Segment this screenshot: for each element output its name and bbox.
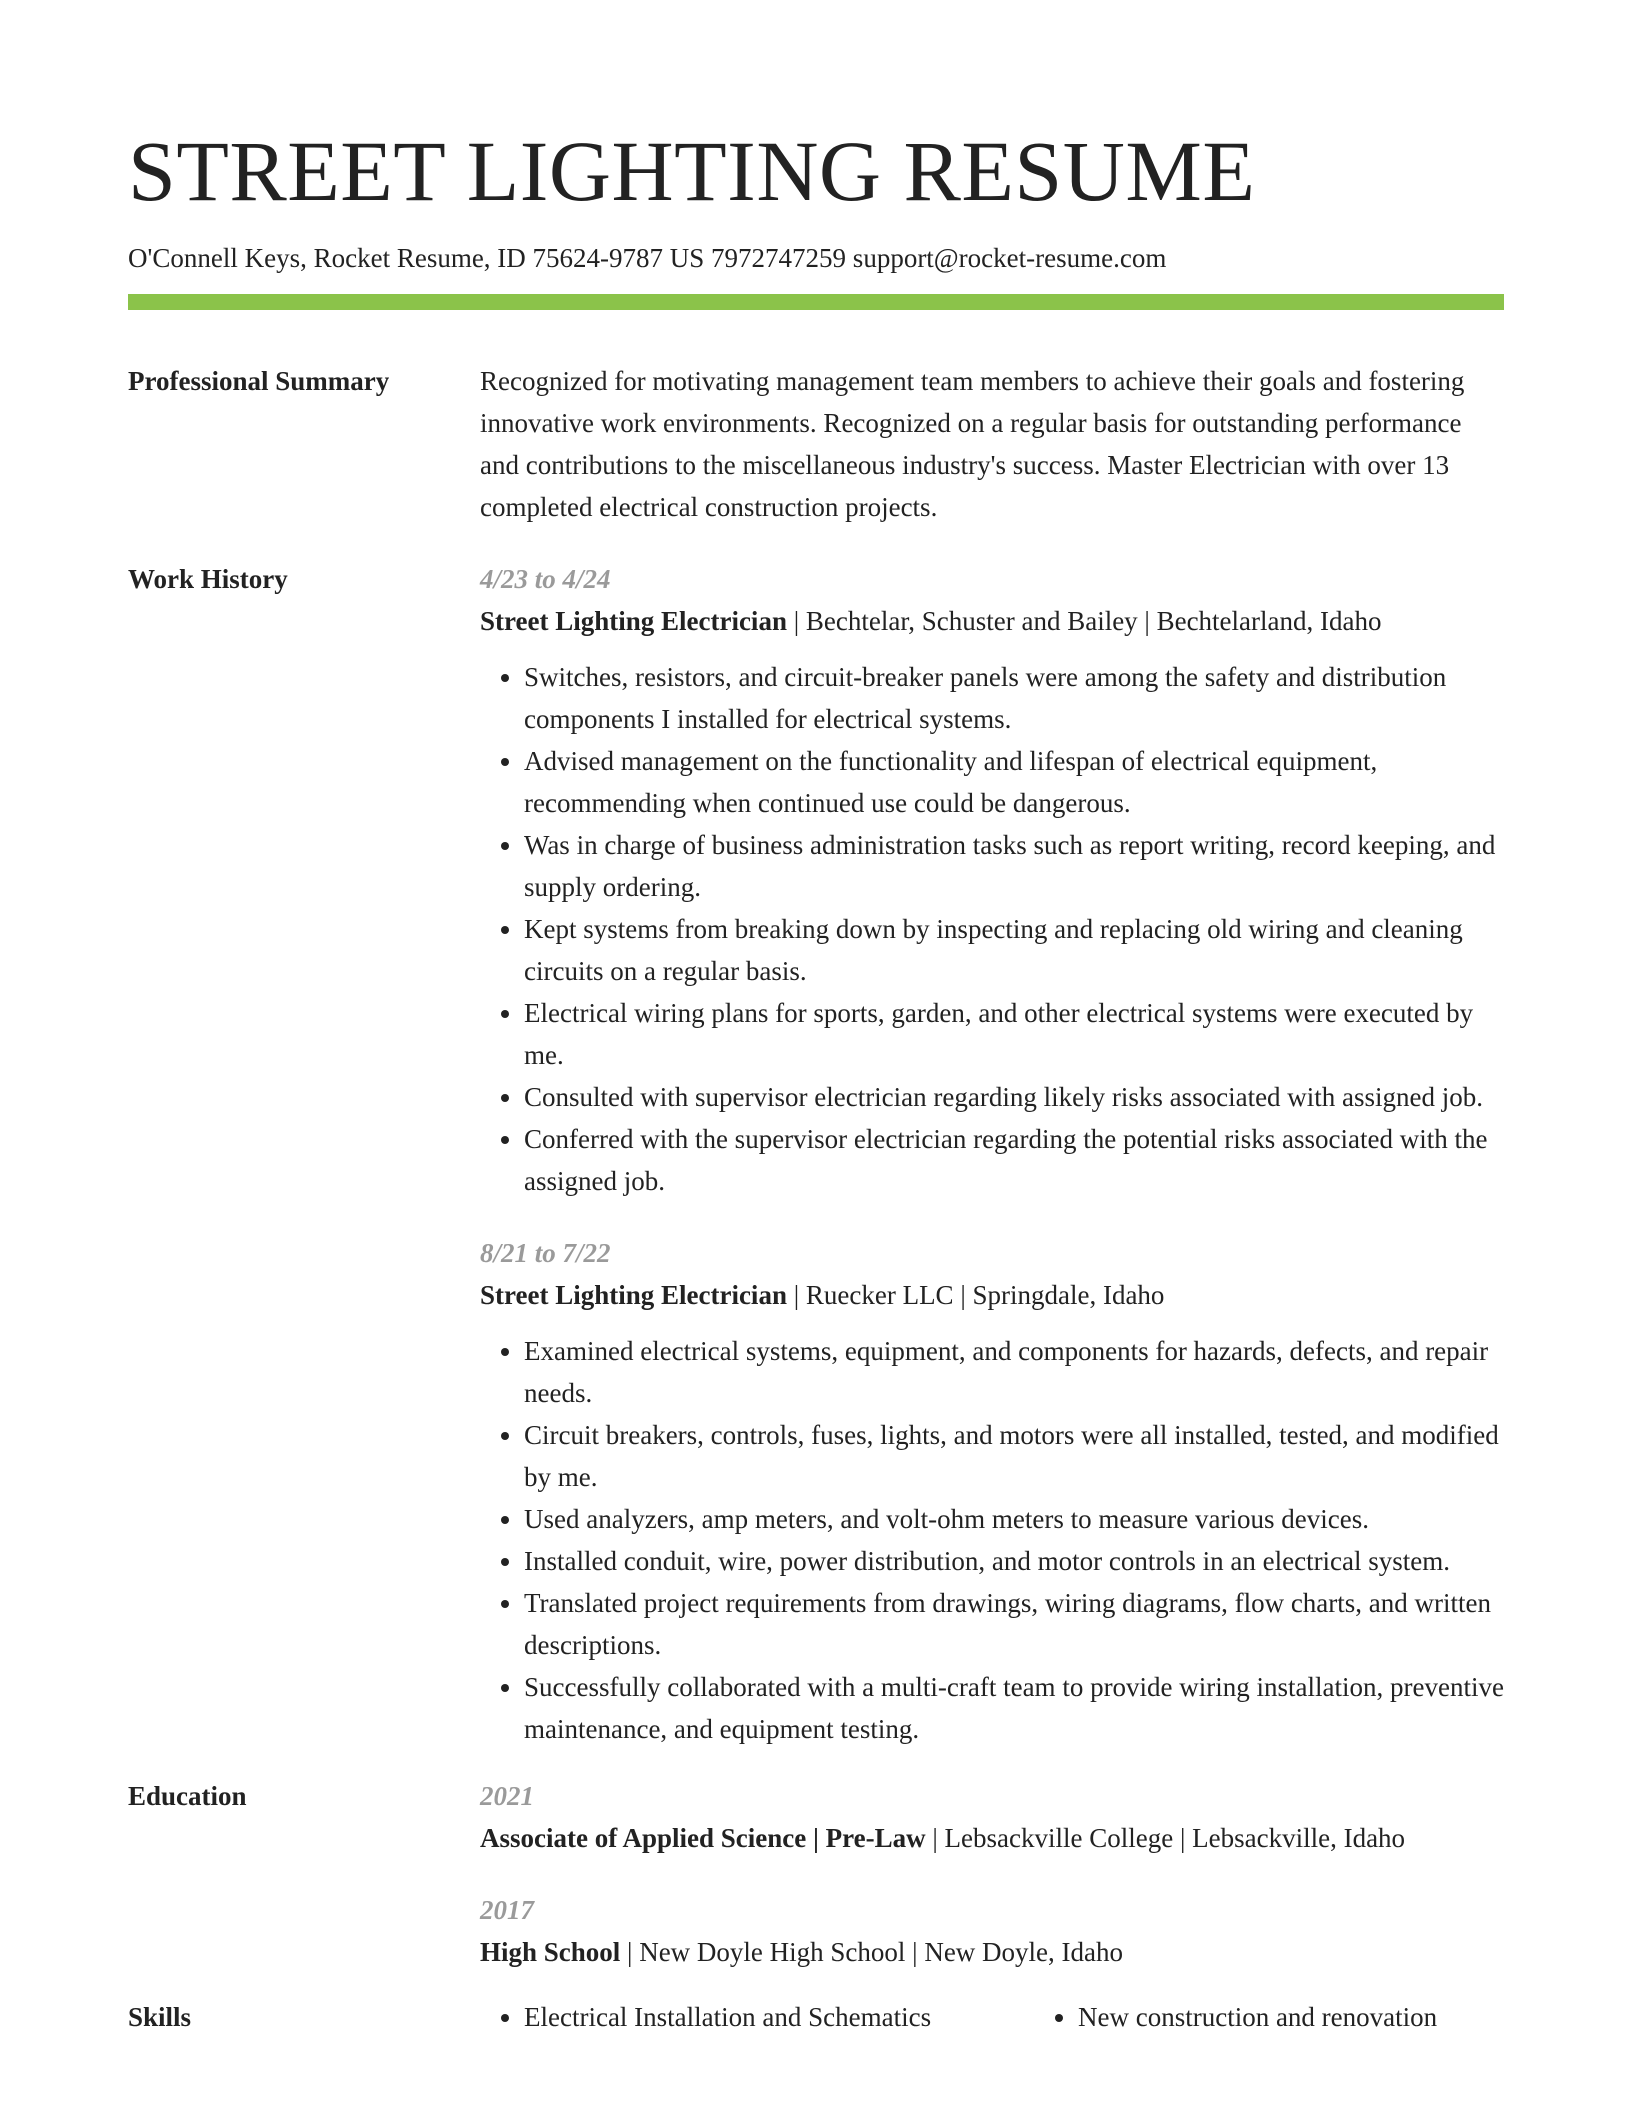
accent-divider: [128, 294, 1504, 310]
job-title: Street Lighting Electrician: [480, 606, 787, 636]
job-bullet: • Translated project requirements from drawings, wiring diagrams, flow charts, and written descriptions.: [524, 1582, 1504, 1666]
job-details: | Bechtelar, Schuster and Bailey | Bechtelarland, Idaho: [786, 606, 1382, 636]
job-bullet: • Successfully collaborated with a multi-craft team to provide wiring installation, preventive maintenance, and equipment testing.: [524, 1666, 1504, 1750]
skills-list-right: [1034, 1996, 1437, 2038]
job-bullet: • Electrical wiring plans for sports, garden, and other electrical systems were executed by me.: [524, 992, 1504, 1076]
job-entry: [480, 558, 1504, 1202]
education-degree: High School: [480, 1937, 621, 1967]
education-details: | New Doyle High School | New Doyle, Idaho: [620, 1937, 1124, 1967]
job-title: Street Lighting Electrician: [480, 1280, 787, 1310]
job-details: | Ruecker LLC | Springdale, Idaho: [786, 1280, 1165, 1310]
job-dates: 4/23 to 4/24: [480, 564, 611, 594]
work-history-section: [128, 558, 1504, 1750]
summary-text: Recognized for motivating management team members to achieve their goals and fostering innovative work environments. Recognized on a regular basis for outstanding performance and contributions to the miscellaneous industry's success. Master Electrician with over 13 completed electrical construction projects.: [480, 366, 1465, 522]
resume-page: [128, 0, 1504, 2038]
job-heading: [480, 1274, 1504, 1316]
job-heading: [480, 600, 1504, 642]
education-label: Education: [128, 1781, 247, 1811]
job-bullet: • Was in charge of business administration tasks such as report writing, record keeping, and supply ordering.: [524, 824, 1504, 908]
education-section: [128, 1775, 1504, 1973]
education-entry: [480, 1889, 1504, 1973]
summary-section: [128, 360, 1504, 528]
skill-item: • Electrical Installation and Schematics: [524, 1996, 1034, 2038]
resume-title: STREET LIGHTING RESUME: [128, 123, 1256, 219]
job-bullet: • Conferred with the supervisor electrician regarding the potential risks associated with the assigned job.: [524, 1118, 1504, 1202]
job-dates: 8/21 to 7/22: [480, 1238, 611, 1268]
education-year: 2017: [480, 1895, 534, 1925]
job-bullets: [480, 656, 1504, 1202]
job-bullet: • Circuit breakers, controls, fuses, lights, and motors were all installed, tested, and modified by me.: [524, 1414, 1504, 1498]
skills-list-left: [480, 1996, 1034, 2038]
skill-item: • New construction and renovation: [1078, 1996, 1437, 2038]
job-bullets: [480, 1330, 1504, 1750]
contact-line: O'Connell Keys, Rocket Resume, ID 75624-9787 US 7972747259 support@rocket-resume.com: [128, 243, 1167, 273]
work-history-label: Work History: [128, 564, 288, 594]
education-heading: [480, 1931, 1504, 1973]
job-bullet: • Installed conduit, wire, power distribution, and motor controls in an electrical system.: [524, 1540, 1504, 1582]
education-degree: Associate of Applied Science | Pre-Law: [480, 1823, 926, 1853]
job-bullet: • Used analyzers, amp meters, and volt-ohm meters to measure various devices.: [524, 1498, 1504, 1540]
job-bullet: • Kept systems from breaking down by inspecting and replacing old wiring and cleaning circuits on a regular basis.: [524, 908, 1504, 992]
skills-label: Skills: [128, 2002, 192, 2032]
education-details: | Lebsackville College | Lebsackville, Idaho: [925, 1823, 1406, 1853]
job-bullet: • Consulted with supervisor electrician regarding likely risks associated with assigned job.: [524, 1076, 1504, 1118]
education-heading: [480, 1817, 1504, 1859]
education-entry: [480, 1775, 1504, 1859]
skills-section: [128, 1996, 1504, 2038]
education-year: 2021: [480, 1781, 534, 1811]
job-bullet: • Switches, resistors, and circuit-breaker panels were among the safety and distribution components I installed for electrical systems.: [524, 656, 1504, 740]
job-bullet: • Examined electrical systems, equipment, and components for hazards, defects, and repair needs.: [524, 1330, 1504, 1414]
job-entry: [480, 1232, 1504, 1750]
job-bullet: • Advised management on the functionality and lifespan of electrical equipment, recommending when continued use could be dangerous.: [524, 740, 1504, 824]
summary-label: Professional Summary: [128, 366, 390, 396]
